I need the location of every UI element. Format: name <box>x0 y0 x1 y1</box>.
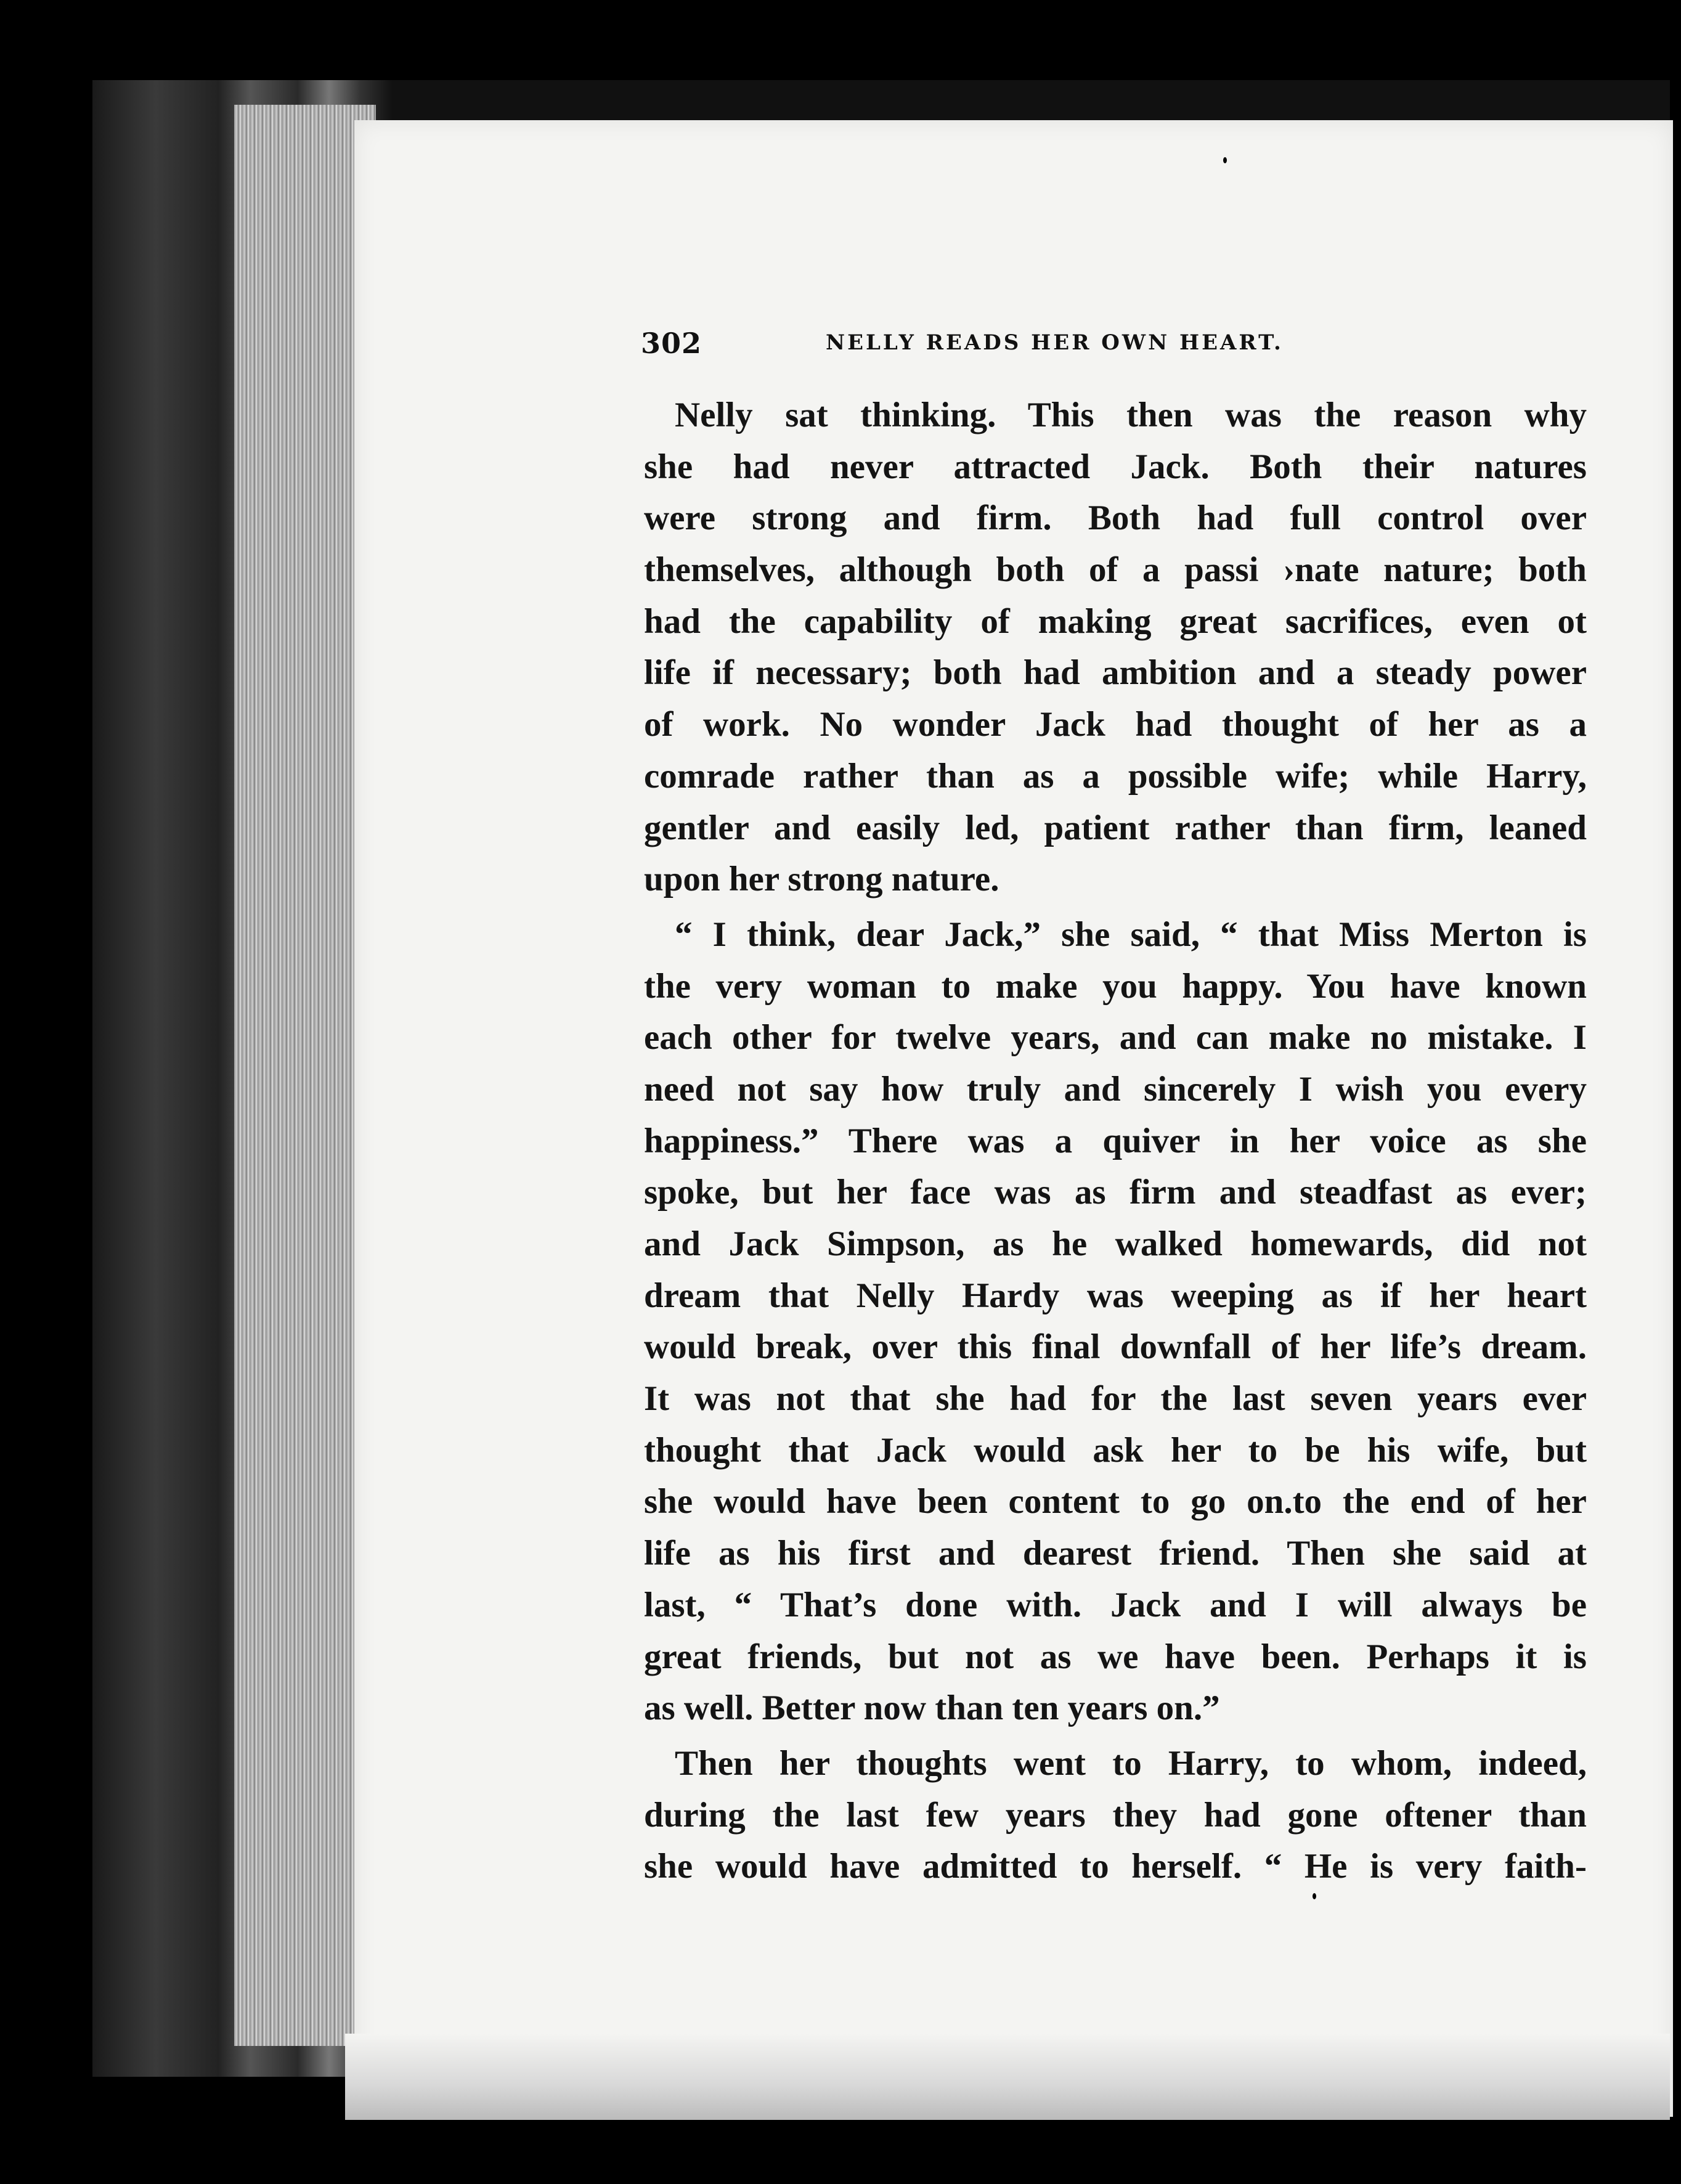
text-line: would break, over this final downfall of her life’s dream. <box>644 1327 1587 1367</box>
text-line: “ I think, dear Jack,” she said, “ that Miss Merton is <box>675 915 1587 954</box>
text-line: upon her strong nature. <box>644 860 999 899</box>
running-head <box>641 327 1380 370</box>
body-text <box>644 389 1587 1893</box>
text-line: she would have admitted to herself. “ He is very faith- <box>644 1847 1587 1886</box>
page-number: 302 <box>641 327 702 360</box>
text-line: gentler and easily led, patient rather than firm, leaned <box>644 808 1587 847</box>
text-line: need not say how truly and sincerely I wish you every <box>644 1069 1587 1109</box>
page-bottom-edge <box>345 2034 1670 2120</box>
text-line: each other for twelve years, and can make no mistake. I <box>644 1018 1587 1057</box>
text-line: themselves, although both of a passi ›nate nature; both <box>644 550 1587 590</box>
text-line: thought that Jack would ask her to be his wife, but <box>644 1430 1587 1470</box>
paragraph-2 <box>644 909 1587 1734</box>
text-line: of work. No wonder Jack had thought of her as a <box>644 705 1587 744</box>
text-line: the very woman to make you happy. You have known <box>644 966 1587 1006</box>
text-line: life as his first and dearest friend. Then she said at <box>644 1534 1587 1573</box>
text-line: happiness.” There was a quiver in her voice as she <box>644 1121 1587 1160</box>
text-line: were strong and firm. Both had full control over <box>644 499 1587 538</box>
text-line: as well. Better now than ten years on.” <box>644 1689 1220 1728</box>
paragraph-3 <box>644 1738 1587 1893</box>
text-line: last, “ That’s done with. Jack and I will always be <box>644 1585 1587 1624</box>
text-line: life if necessary; both had ambition and a steady power <box>644 653 1587 693</box>
text-line: dream that Nelly Hardy was weeping as if her heart <box>644 1276 1587 1315</box>
text-line: during the last few years they had gone oftener than <box>644 1795 1587 1835</box>
text-line: comrade rather than as a possible wife; while Harry, <box>644 756 1587 796</box>
text-line: and Jack Simpson, as he walked homewards, did not <box>644 1224 1587 1263</box>
text-line: spoke, but her face was as firm and steadfast as ever; <box>644 1173 1587 1212</box>
text-line: great friends, but not as we have been. Perhaps it is <box>644 1637 1587 1676</box>
running-title: NELLY READS HER OWN HEART. <box>826 330 1284 355</box>
dust-speck <box>1313 1893 1316 1899</box>
text-line: It was not that she had for the last seven years ever <box>644 1379 1587 1419</box>
text-line: Nelly sat thinking. This then was the reason why <box>675 396 1587 434</box>
text-line: she would have been content to go on.to the end of her <box>644 1482 1587 1522</box>
dust-speck <box>1208 25 1211 31</box>
paragraph-1 <box>644 389 1587 905</box>
text-line: she had never attracted Jack. Both their natures <box>644 447 1587 486</box>
text-line: Then her thoughts went to Harry, to whom, indeed, <box>675 1743 1587 1783</box>
dust-speck <box>1223 157 1227 163</box>
text-line: had the capability of making great sacrifices, even ot <box>644 601 1587 641</box>
